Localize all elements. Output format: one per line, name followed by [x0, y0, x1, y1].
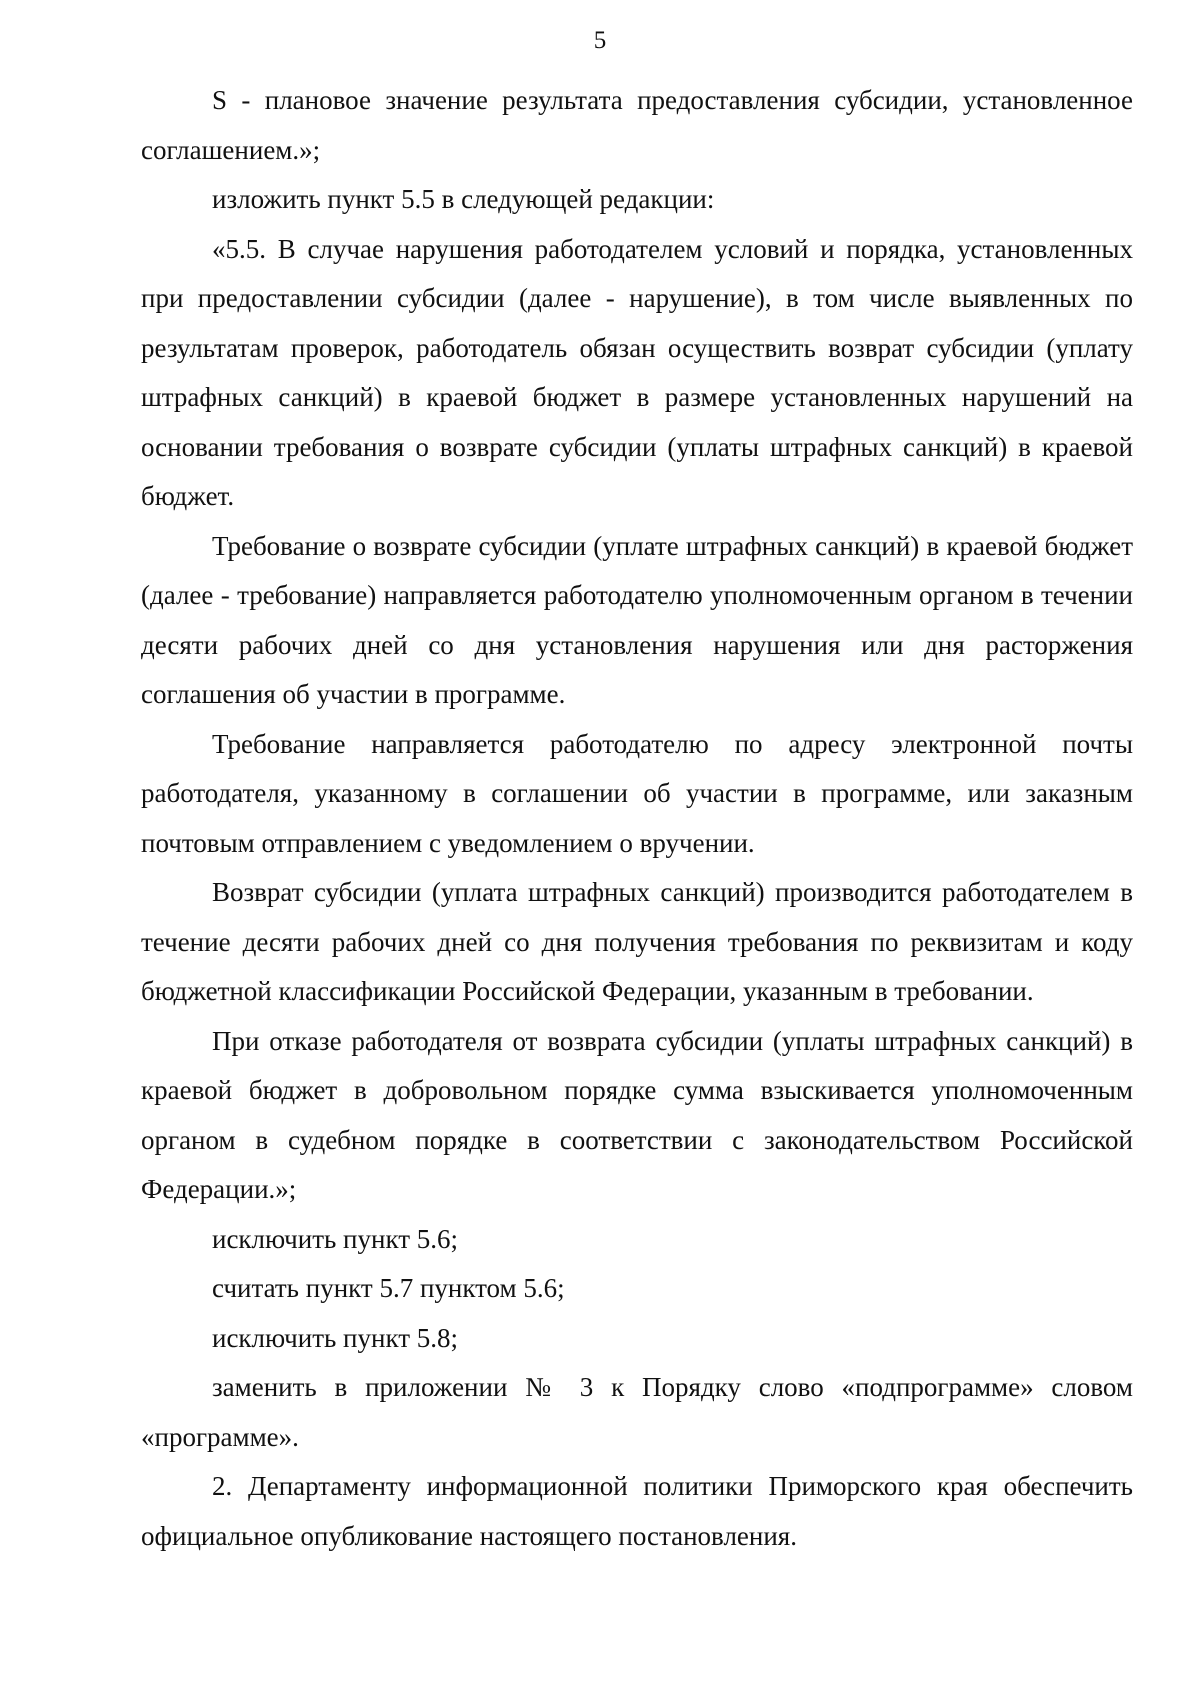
paragraph-demand-delivery: Требование о возврате субсидии (уплате штрафных санкций) в краевой бюджет (далее - требование) направляется работодателю уполномоченным органом в течении десяти рабочих дней со дня установления нарушения или дня расторжения соглашения об участии в программе. [141, 530, 1133, 709]
page-number: 5 [593, 27, 607, 54]
paragraph-amend-5-5-intro: изложить пункт 5.5 в следующей редакции: [212, 184, 715, 214]
document-body [141, 76, 1133, 1561]
paragraph-formula-definition: S - плановое значение результата предоставления субсидии, установленное соглашением.»; [141, 85, 1133, 165]
paragraph-exclude-5-8: исключить пункт 5.8; [212, 1322, 459, 1353]
paragraph-refusal-recovery: При отказе работодателя от возврата субсидии (уплаты штрафных санкций) в краевой бюджет в добровольном порядке сумма взыскивается уполномоченным органом в судебном порядке в соответствии с законодательством Российской Федерации.»; [141, 1025, 1133, 1204]
paragraph-clause-5-5: «5.5. В случае нарушения работодателем условий и порядка, установленных при предоставлении субсидии (далее - нарушение), в том числе выявленных по результатам проверок, работодатель обязан осуществить возврат субсидии (уплату штрафных санкций) в краевой бюджет в размере установленных нарушений на основании требования о возврате субсидии (уплаты штрафных санкций) в краевой бюджет. [141, 233, 1133, 511]
paragraph-renumber-5-7: считать пункт 5.7 пунктом 5.6; [212, 1273, 565, 1303]
paragraph-publication: 2. Департаменту информационной политики Приморского края обеспечить официальное опубликование настоящего постановления. [141, 1471, 1133, 1551]
paragraph-replace-word: заменить в приложении № 3 к Порядку слово «подпрограмме» словом «программе». [141, 1372, 1133, 1452]
paragraph-exclude-5-6: исключить пункт 5.6; [212, 1223, 459, 1254]
paragraph-return-procedure: Возврат субсидии (уплата штрафных санкций) производится работодателем в течение десяти рабочих дней со дня получения требования по реквизитам и коду бюджетной классификации Российской Федерации, указанным в требовании. [141, 877, 1133, 1006]
paragraph-demand-address: Требование направляется работодателю по адресу электронной почты работодателя, указанному в соглашении об участии в программе, или заказным почтовым отправлением с уведомлением о вручении. [141, 728, 1133, 858]
